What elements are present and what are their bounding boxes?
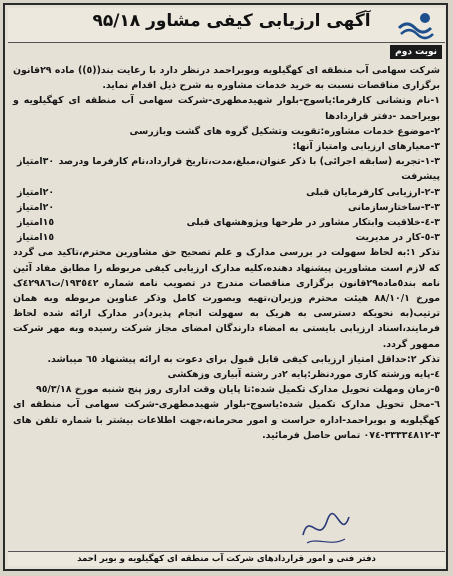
ad-footer: دفتر فنی و امور قراردادهای شرکت آب منطقه ای کهگیلویه و بویر احمد (8, 551, 445, 566)
criteria-row (13, 185, 440, 200)
criteria-row (13, 230, 440, 245)
criteria-points: ٢٠امتیاز (17, 201, 55, 213)
criteria-points: ١٥امتیاز (17, 217, 55, 229)
criteria-points: ٣٠امتیاز (17, 156, 55, 168)
criteria-label: ٣-٢-ارزیابی کارفرمایان قبلی (306, 186, 440, 198)
round-badge: نوبت دوم (390, 45, 442, 59)
ad-header (8, 8, 445, 43)
criteria-label: ٣-١-تجربه (سابقه اجرائی) با ذکر عنوان،مبلغ،مدت،تاریخ قرارداد،نام کارفرما ودرصد پیشرفت (58, 156, 440, 183)
ad-body (13, 63, 440, 443)
intro-paragraph: شرکت سهامی آب منطقه ای کهگیلویه وبویراحمد درنظر دارد با رعایت بند((٥)) ماده ٢٩قانون برگزاری مناقصات نسبت به خرید خدمات مشاوره به شرح ذیل اقدام نماید. (13, 65, 440, 92)
employer-item: ١-نام ونشانی کارفرما:یاسوج-بلوار شهیدمطهری-شرکت سهامی آب منطقه ای کهگیلویه و بویراحمد -دفتر قراردادها (13, 95, 440, 122)
criteria-row (13, 215, 440, 230)
criteria-label: ٣-٤-خلاقیت وابتکار مشاور در طرحها وپژوهشهای قبلی (186, 217, 440, 229)
ad-title: آگهی ارزیابی کیفی مشاور ۹۵/۱۸ (92, 11, 371, 31)
note-2: تذکر ٢:حداقل امتیاز ارزیابی کیفی قابل قبول برای دعوت به ارائه پیشنهاد ٦٥ میباشد. (47, 353, 440, 365)
subject-item: ٢-موضوع خدمات مشاوره:تقویت وتشکیل گروه های گشت وبازرسی (129, 125, 440, 137)
signature-mark (295, 505, 355, 551)
criteria-title: ٣-معیارهای ارزیابی وامتیاز آنها: (292, 141, 440, 153)
criteria-label: ٣-٣-ساختارسازمانی (348, 201, 440, 213)
note-1: تذکر ١:به لحاظ سهولت در بررسی مدارک و علم تصحیح حق مشاورین محترم،تاکید می گردد که لازم است مشاورین پیشنهاد دهنده،کلیه مدارک ارزیابی کیفی مربوطه را مطابق مفاد آئین نامه بند٥ماده٢٩قانون برگزاری مناقصات مندرج در تصویب نامه شماره ١٩٣٥٤٢/ت٤٢٩٨٦ک مورخ ٨٨/١٠/١ هیئت محترم وزیران،تهیه وبصورت کامل وذکر عناوین مربوطه وبه همان ترتیب(به نحویکه دسترسی به هریک به سهولت انجام پذیرد)در مدارک ارائه شده لحاظ فرمایند،اسناد ارزیابی بایستی به امضاء دارندگان امضای مجاز شرکت رسیده وبه مهر شرکت ممهور گردد. (13, 247, 441, 350)
item-6: ٦-محل تحویل مدارک تکمیل شده:یاسوج-بلوار شهیدمطهری-شرکت سهامی آب منطقه ای کهگیلویه و بویراحمد-اداره حراست و امور محرمانه،جهت اطلاعات بیشتر با شماره تلفن های ٣-٣٣٣٣٤٨١٢-٠٧٤ تماس حاصل فرمائید. (13, 399, 440, 441)
criteria-label: ٣-٥-کار در مدیریت (355, 232, 440, 244)
criteria-points: ١٥امتیاز (17, 232, 55, 244)
water-company-logo-icon (395, 10, 439, 40)
criteria-row (13, 200, 440, 215)
ad-frame (3, 3, 448, 571)
criteria-row (13, 154, 440, 184)
criteria-points: ٢٠امتیاز (17, 186, 55, 198)
item-5: ٥-زمان ومهلت تحویل مدارک تکمیل شده:تا پایان وقت اداری روز پنج شنبه مورخ ٩٥/٣/١٨ (35, 384, 440, 396)
item-4: ٤-پایه ورشته کاری موردنظر:پایه ٢در رشته آبیاری وزهکشی (167, 369, 440, 381)
